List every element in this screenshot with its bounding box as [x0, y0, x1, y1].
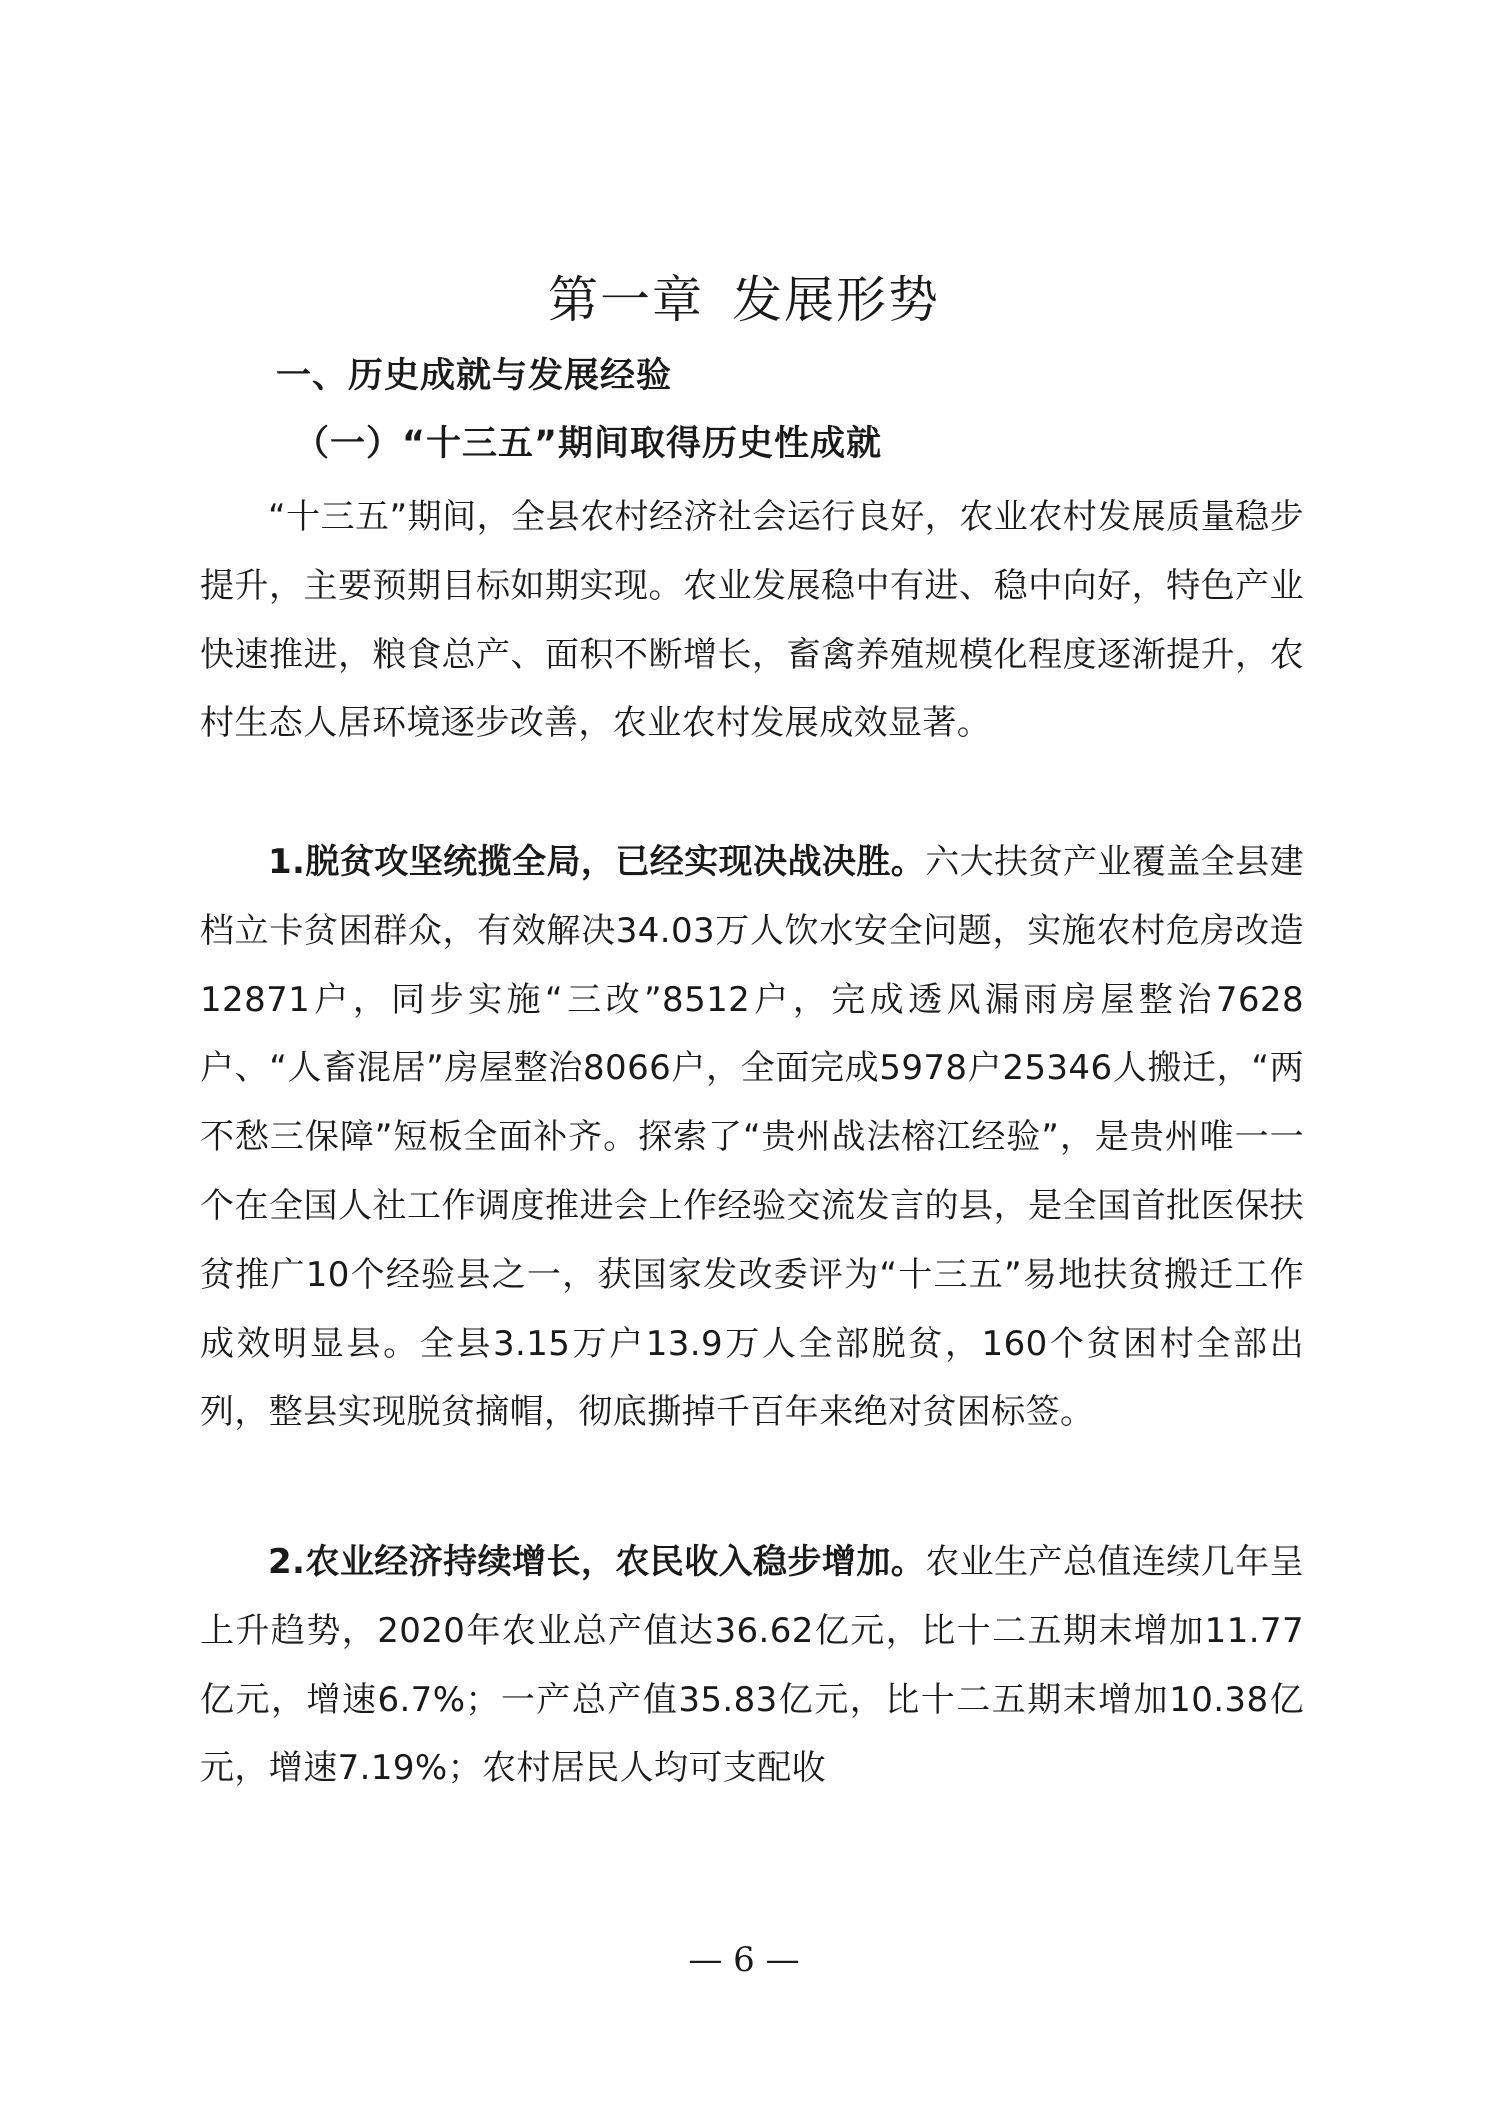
section-heading: 一、历史成就与发展经验 — [276, 356, 673, 396]
paragraph-poverty-alleviation — [200, 828, 1304, 1447]
paragraph-lead: 1.脱贫攻坚统揽全局，已经实现决战决胜。 — [268, 842, 926, 882]
paragraph-overview — [200, 483, 1304, 758]
chapter-number: 第一章 — [548, 271, 704, 329]
page-number: — 6 — — [688, 1940, 800, 1980]
paragraph-text: 六大扶贫产业覆盖全县建档立卡贫困群众，有效解决34.03万人饮水安全问题，实施农村危房改造12871户，同步实施“三改”8512户，完成透风漏雨房屋整治7628户、“人畜混居”房屋整治8066户，全面完成5978户25346人搬迁，“两不愁三保障”短板全面补齐。探索了“贵州战法榕江经验”，是贵州唯一一个在全国人社工作调度推进会上作经验交流发言的县，是全国首批医保扶贫推广10个经验县之一，获国家发改委评为“十三五”易地扶贫搬迁工作成效明显县。全县3.15万户13.9万人全部脱贫，160个贫困村全部出列，整县实现脱贫摘帽，彻底撕掉千百年来绝对贫困标签。 — [200, 842, 1304, 1433]
paragraph-text: 农业生产总值连续几年呈上升趋势，2020年农业总产值达36.62亿元，比十二五期末增加11.77亿元，增速6.7%；一产总产值35.83亿元，比十二五期末增加10.38亿元，增速7.19%；农村居民人均可支配收 — [200, 1542, 1304, 1789]
section-subheading: （一）“十三五”期间取得历史性成就 — [294, 424, 883, 464]
paragraph-agricultural-economy — [200, 1528, 1304, 1803]
paragraph-text: “十三五”期间，全县农村经济社会运行良好，农业农村发展质量稳步提升，主要预期目标如期实现。农业发展稳中有进、稳中向好，特色产业快速推进，粮食总产、面积不断增长，畜禽养殖规模化程度逐渐提升，农村生态人居环境逐步改善，农业农村发展成效显著。 — [200, 497, 1304, 744]
paragraph-lead: 2.农业经济持续增长，农民收入稳步增加。 — [268, 1542, 926, 1582]
chapter-name: 发展形势 — [732, 271, 940, 329]
chapter-title — [0, 262, 1488, 338]
